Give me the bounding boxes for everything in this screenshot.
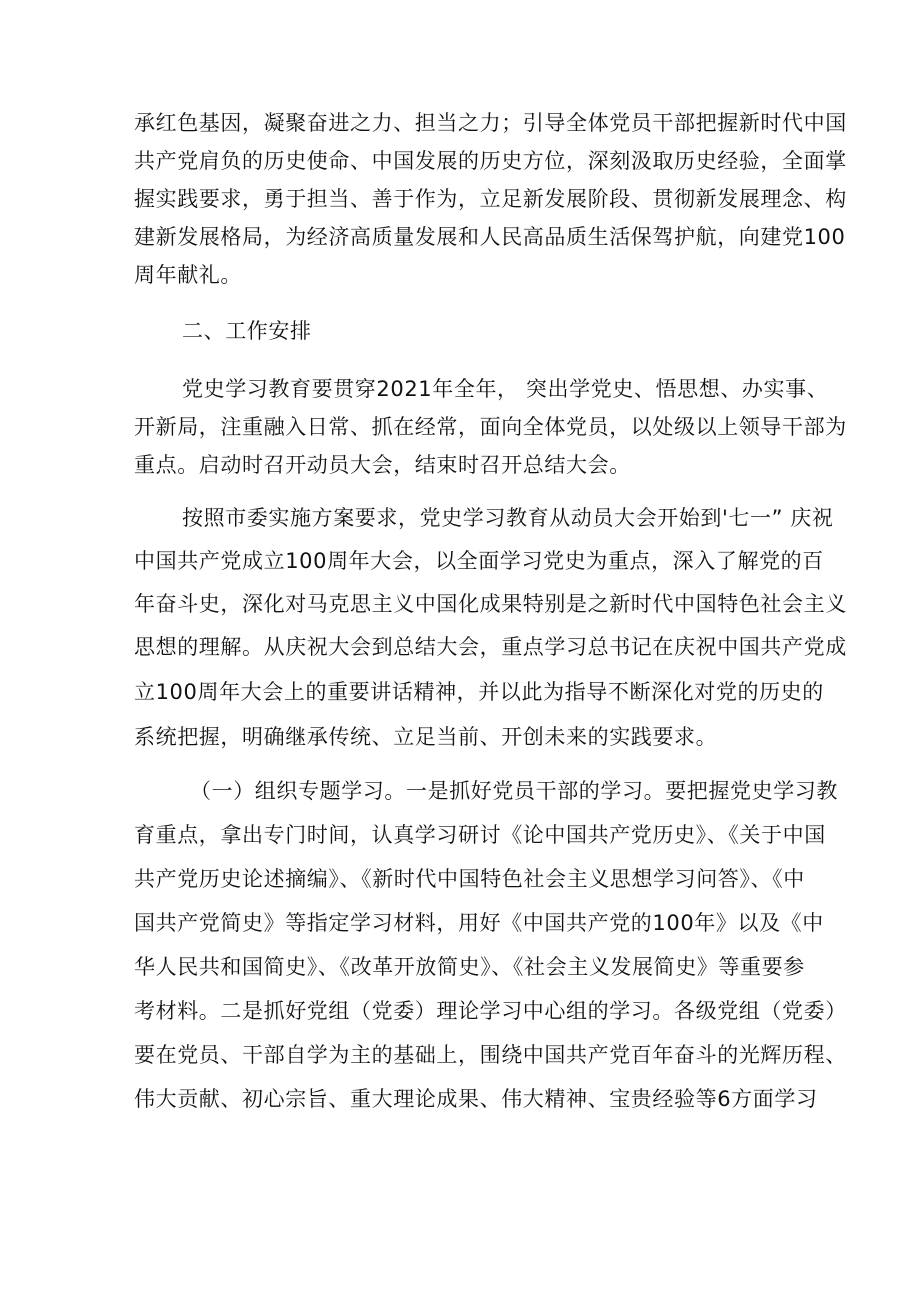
paragraph-line: 建新发展格局，为经济高质量发展和人民高品质生活保驾护航，向建党100 [134,225,846,249]
paragraph-line: 华人民共和国简史》、《改革开放简史》、《社会主义发展简史》等重要参 [134,955,805,979]
paragraph-line: 中国共产党成立100周年大会，以全面学习党史为重点，深入了解党的百 [134,549,824,573]
paragraph-line: 重点。启动时召开动员大会，结束时召开总结大会。 [134,453,631,477]
paragraph-line: 按照市委实施方案要求，党史学习教育从动员大会开始到'七一” 庆祝 [182,506,834,530]
paragraph-line: 立100周年大会上的重要讲话精神，并以此为指导不断深化对党的历史的 [134,680,824,704]
paragraph-line: 共产党肩负的历史使命、中国发展的历史方位，深刻汲取历史经验，全面掌 [134,149,847,173]
paragraph-line: 系统把握，明确继承传统、立足当前、开创未来的实践要求。 [134,725,718,749]
paragraph-line: 思想的理解。从庆祝大会到总结大会，重点学习总书记在庆祝中国共产党成 [134,635,847,659]
paragraph-line: 开新局，注重融入日常、抓在经常，面向全体党员，以处级以上领导干部为 [134,415,847,439]
paragraph-line: 党史学习教育要贯穿2021年全年， 突出学党史、悟思想、办实事、 [182,377,829,401]
section-heading: 二、工作安排 [182,319,312,343]
paragraph-line: 年奋斗史，深化对马克思主义中国化成果特别是之新时代中国特色社会主义 [134,592,847,616]
paragraph-line: 要在党员、干部自学为主的基础上，围绕中国共产党百年奋斗的光辉历程、 [134,1043,847,1067]
paragraph-line: 伟大贡献、初心宗旨、重大理论成果、伟大精神、宝贵经验等6方面学习 [134,1087,818,1111]
paragraph-line: 国共产党简史》等指定学习材料，用好《中国共产党的100年》以及《中 [134,911,824,935]
paragraph-line: 育重点，拿出专门时间，认真学习研讨《论中国共产党历史》、《关于中国 [134,823,826,847]
paragraph-line: 握实践要求，勇于担当、善于作为，立足新发展阶段、贯彻新发展理念、构 [134,187,847,211]
paragraph-line: 共产党历史论述摘编》、《新时代中国特色社会主义思想学习问答》、《中 [134,867,805,891]
paragraph-line: （一）组织专题学习。一是抓好党员干部的学习。要把握党史学习教 [190,779,838,803]
paragraph-line: 考材料。二是抓好党组（党委）理论学习中心组的学习。各级党组（党委） [134,999,847,1023]
paragraph-line: 承红色基因，凝聚奋进之力、担当之力；引导全体党员干部把握新时代中国 [134,111,847,135]
paragraph-line: 周年献礼。 [134,263,242,287]
